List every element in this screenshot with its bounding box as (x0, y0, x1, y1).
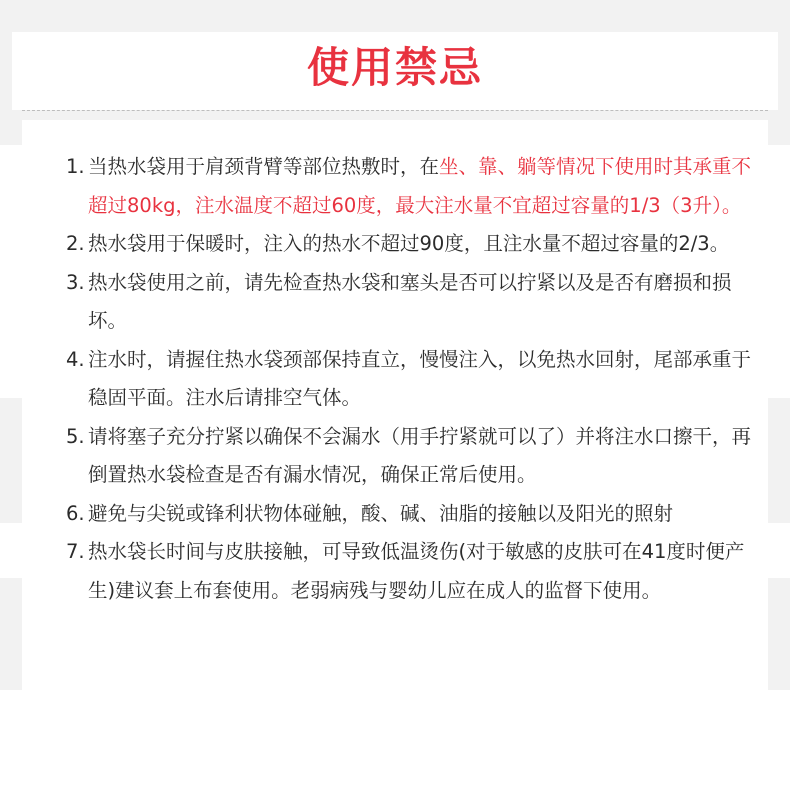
list-item (66, 341, 756, 418)
item-number: 5. (66, 424, 85, 448)
list-item (66, 225, 756, 264)
list-item (66, 264, 756, 341)
item-number: 3. (66, 270, 85, 294)
item-number: 2. (66, 232, 85, 255)
item-text: 避免与尖锐或锋利状物体碰触，酸、碱、油脂的接触以及阳光的照射 (88, 501, 674, 525)
item-text: 请将塞子充分拧紧以确保不会漏水（用手拧紧就可以了）并将注水口擦干，再倒置热水袋检查是否有漏水情况，确保正常后使用。 (88, 424, 752, 486)
item-number: 6. (66, 501, 85, 525)
item-number: 1. (66, 155, 85, 178)
item-highlight-text: 坐、靠、躺等情况下使用时其承重不超过80kg，注水温度不超过60度，最大注水量不宜超过容量的1/3（3升）。 (88, 155, 752, 217)
list-item (66, 418, 756, 495)
list-item (66, 495, 756, 534)
usage-precautions-list (66, 148, 756, 610)
list-item (66, 148, 756, 225)
page-title: 使用禁忌 (306, 43, 483, 92)
list-item (66, 533, 756, 610)
item-number: 4. (66, 347, 85, 371)
item-text: 热水袋用于保暖时，注入的热水不超过90度，且注水量不超过容量的2/3。 (88, 232, 730, 255)
item-text: 热水袋使用之前，请先检查热水袋和塞头是否可以拧紧以及是否有磨损和损坏。 (88, 270, 732, 332)
item-text: 当热水袋用于肩颈背臂等部位热敷时，在 (88, 155, 440, 178)
item-text: 注水时，请握住热水袋颈部保持直立，慢慢注入，以免热水回射，尾部承重于稳固平面。注水后请排空气体。 (88, 347, 752, 409)
dashed-divider (22, 110, 768, 111)
item-text: 热水袋长时间与皮肤接触，可导致低温烫伤(对于敏感的皮肤可在41度时便产生)建议套上布套使用。老弱病残与婴幼儿应在成人的监督下使用。 (88, 540, 745, 602)
item-number: 7. (66, 540, 85, 563)
